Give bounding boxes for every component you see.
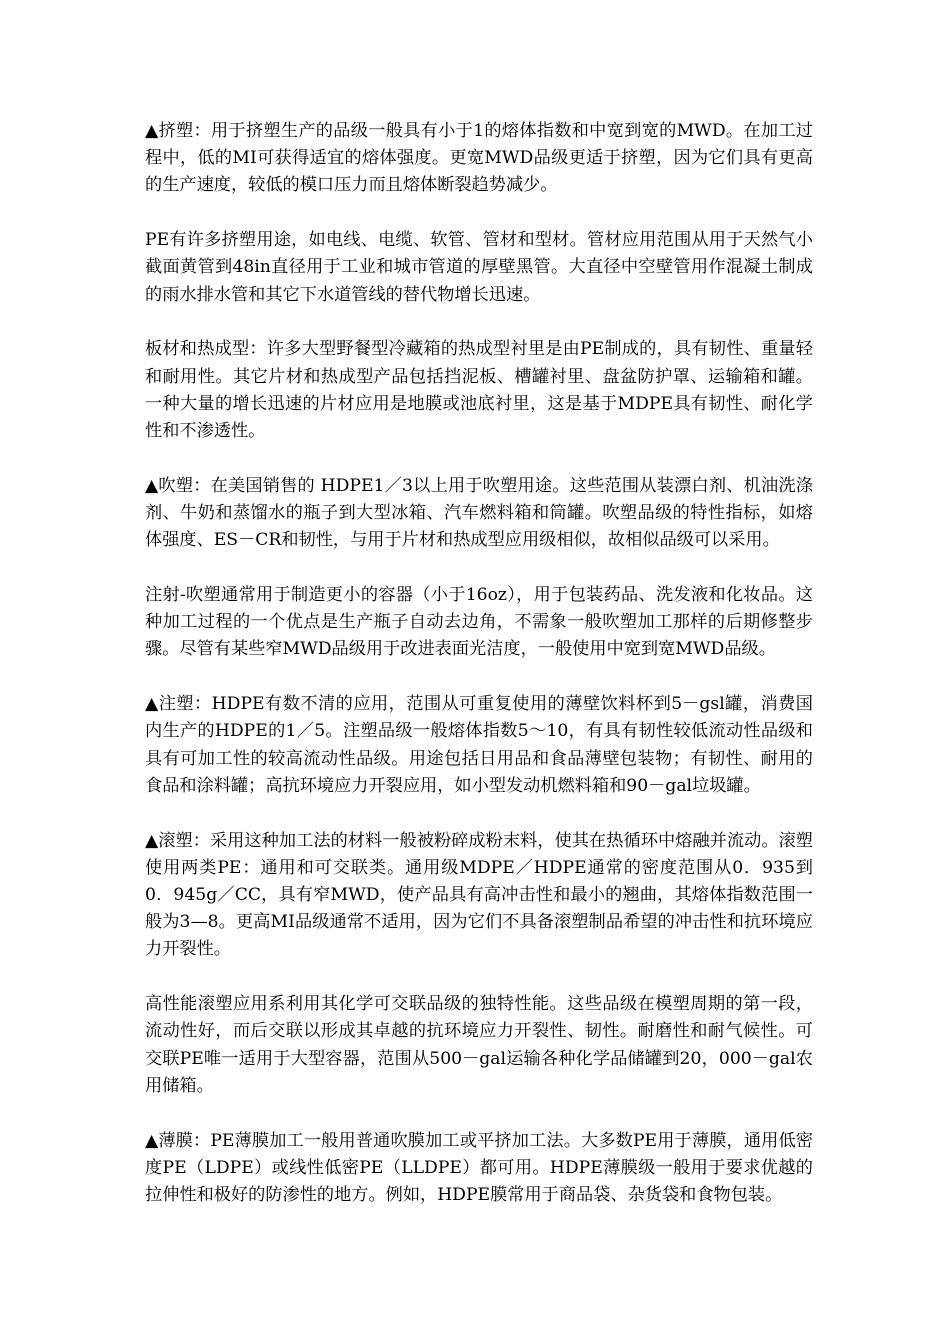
paragraph-extrusion: ▲挤塑：用于挤塑生产的品级一般具有小于1的熔体指数和中宽到宽的MWD。在加工过程中，低的MI可获得适宜的熔体强度。更宽MWD品级更适于挤塑，因为它们具有更高的生产速度，较低的模口压力而且熔体断裂趋势减少。 (145, 121, 813, 196)
paragraph-rotational-molding: ▲滚塑：采用这种加工法的材料一般被粉碎成粉末料，使其在热循环中熔融并流动。滚塑使用两类PE：通用和可交联类。通用级MDPE／HDPE通常的密度范围从0．935到 0．945g／CC，具有窄MWD，使产品具有高冲击性和最小的翘曲，其熔体指数范围一般为3—8。更高MI品级通常不适用，因为它们不具备滚塑制品希望的冲击性和抗环境应力开裂性。 (145, 830, 813, 960)
paragraph-film: ▲薄膜：PE薄膜加工一般用普通吹膜加工或平挤加工法。大多数PE用于薄膜，通用低密度PE（LDPE）或线性低密PE（LLDPE）都可用。HDPE薄膜级一般用于要求优越的拉伸性和极好的防渗性的地方。例如，HDPE膜常用于商品袋、杂货袋和食物包装。 (145, 1130, 813, 1206)
paragraph-injection-molding: ▲注塑：HDPE有数不清的应用，范围从可重复使用的薄壁饮料杯到5－gsl罐，消费国内生产的HDPE的1／5。注塑品级一般熔体指数5～10，有具有韧性较低流动性品级和具有可加工性的较高流动性品级。用途包括日用品和食品薄壁包装物；有韧性、耐用的食品和涂料罐；高抗环境应力开裂应用，如小型发动机燃料箱和90－gal垃圾罐。 (145, 694, 813, 796)
paragraph-high-performance-rotomolding: 高性能滚塑应用系利用其化学可交联品级的独特性能。这些品级在模塑周期的第一段，流动性好，而后交联以形成其卓越的抗环境应力开裂性、韧性。耐磨性和耐气候性。可交联PE唯一适用于大型容器，范围从500－gal运输各种化学品储罐到20，000－gal农用储箱。 (145, 994, 813, 1096)
paragraph-blow-molding: ▲吹塑：在美国销售的 HDPE1／3以上用于吹塑用途。这些范围从装漂白剂、机油洗涤剂、牛奶和蒸馏水的瓶子到大型冰箱、汽车燃料箱和筒罐。吹塑品级的特性指标，如熔体强度、ES－CR和韧性，与用于片材和热成型应用级相似，故相似品级可以采用。 (145, 475, 813, 551)
paragraph-extrusion-uses: PE有许多挤塑用途，如电线、电缆、软管、管材和型材。管材应用范围从用于天然气小截面黄管到48in直径用于工业和城市管道的厚壁黑管。大直径中空壁管用作混凝土制成的雨水排水管和其它下水道管线的替代物增长迅速。 (145, 230, 813, 305)
paragraph-injection-blow-molding: 注射-吹塑通常用于制造更小的容器（小于16oz），用于包装药品、洗发液和化妆品。这种加工过程的一个优点是生产瓶子自动去边角，不需象一般吹塑加工那样的后期修整步骤。尽管有某些窄MWD品级用于改进表面光洁度，一般使用中宽到宽MWD品级。 (145, 585, 813, 660)
document-page (145, 118, 813, 1209)
paragraph-sheet-thermoforming: 板材和热成型：许多大型野餐型冷藏箱的热成型衬里是由PE制成的，具有韧性、重量轻和耐用性。其它片材和热成型产品包括挡泥板、槽罐衬里、盘盆防护罩、运输箱和罐。一种大量的增长迅速的片材应用是地膜或池底衬里，这是基于MDPE具有韧性、耐化学性和不渗透性。 (145, 339, 813, 442)
